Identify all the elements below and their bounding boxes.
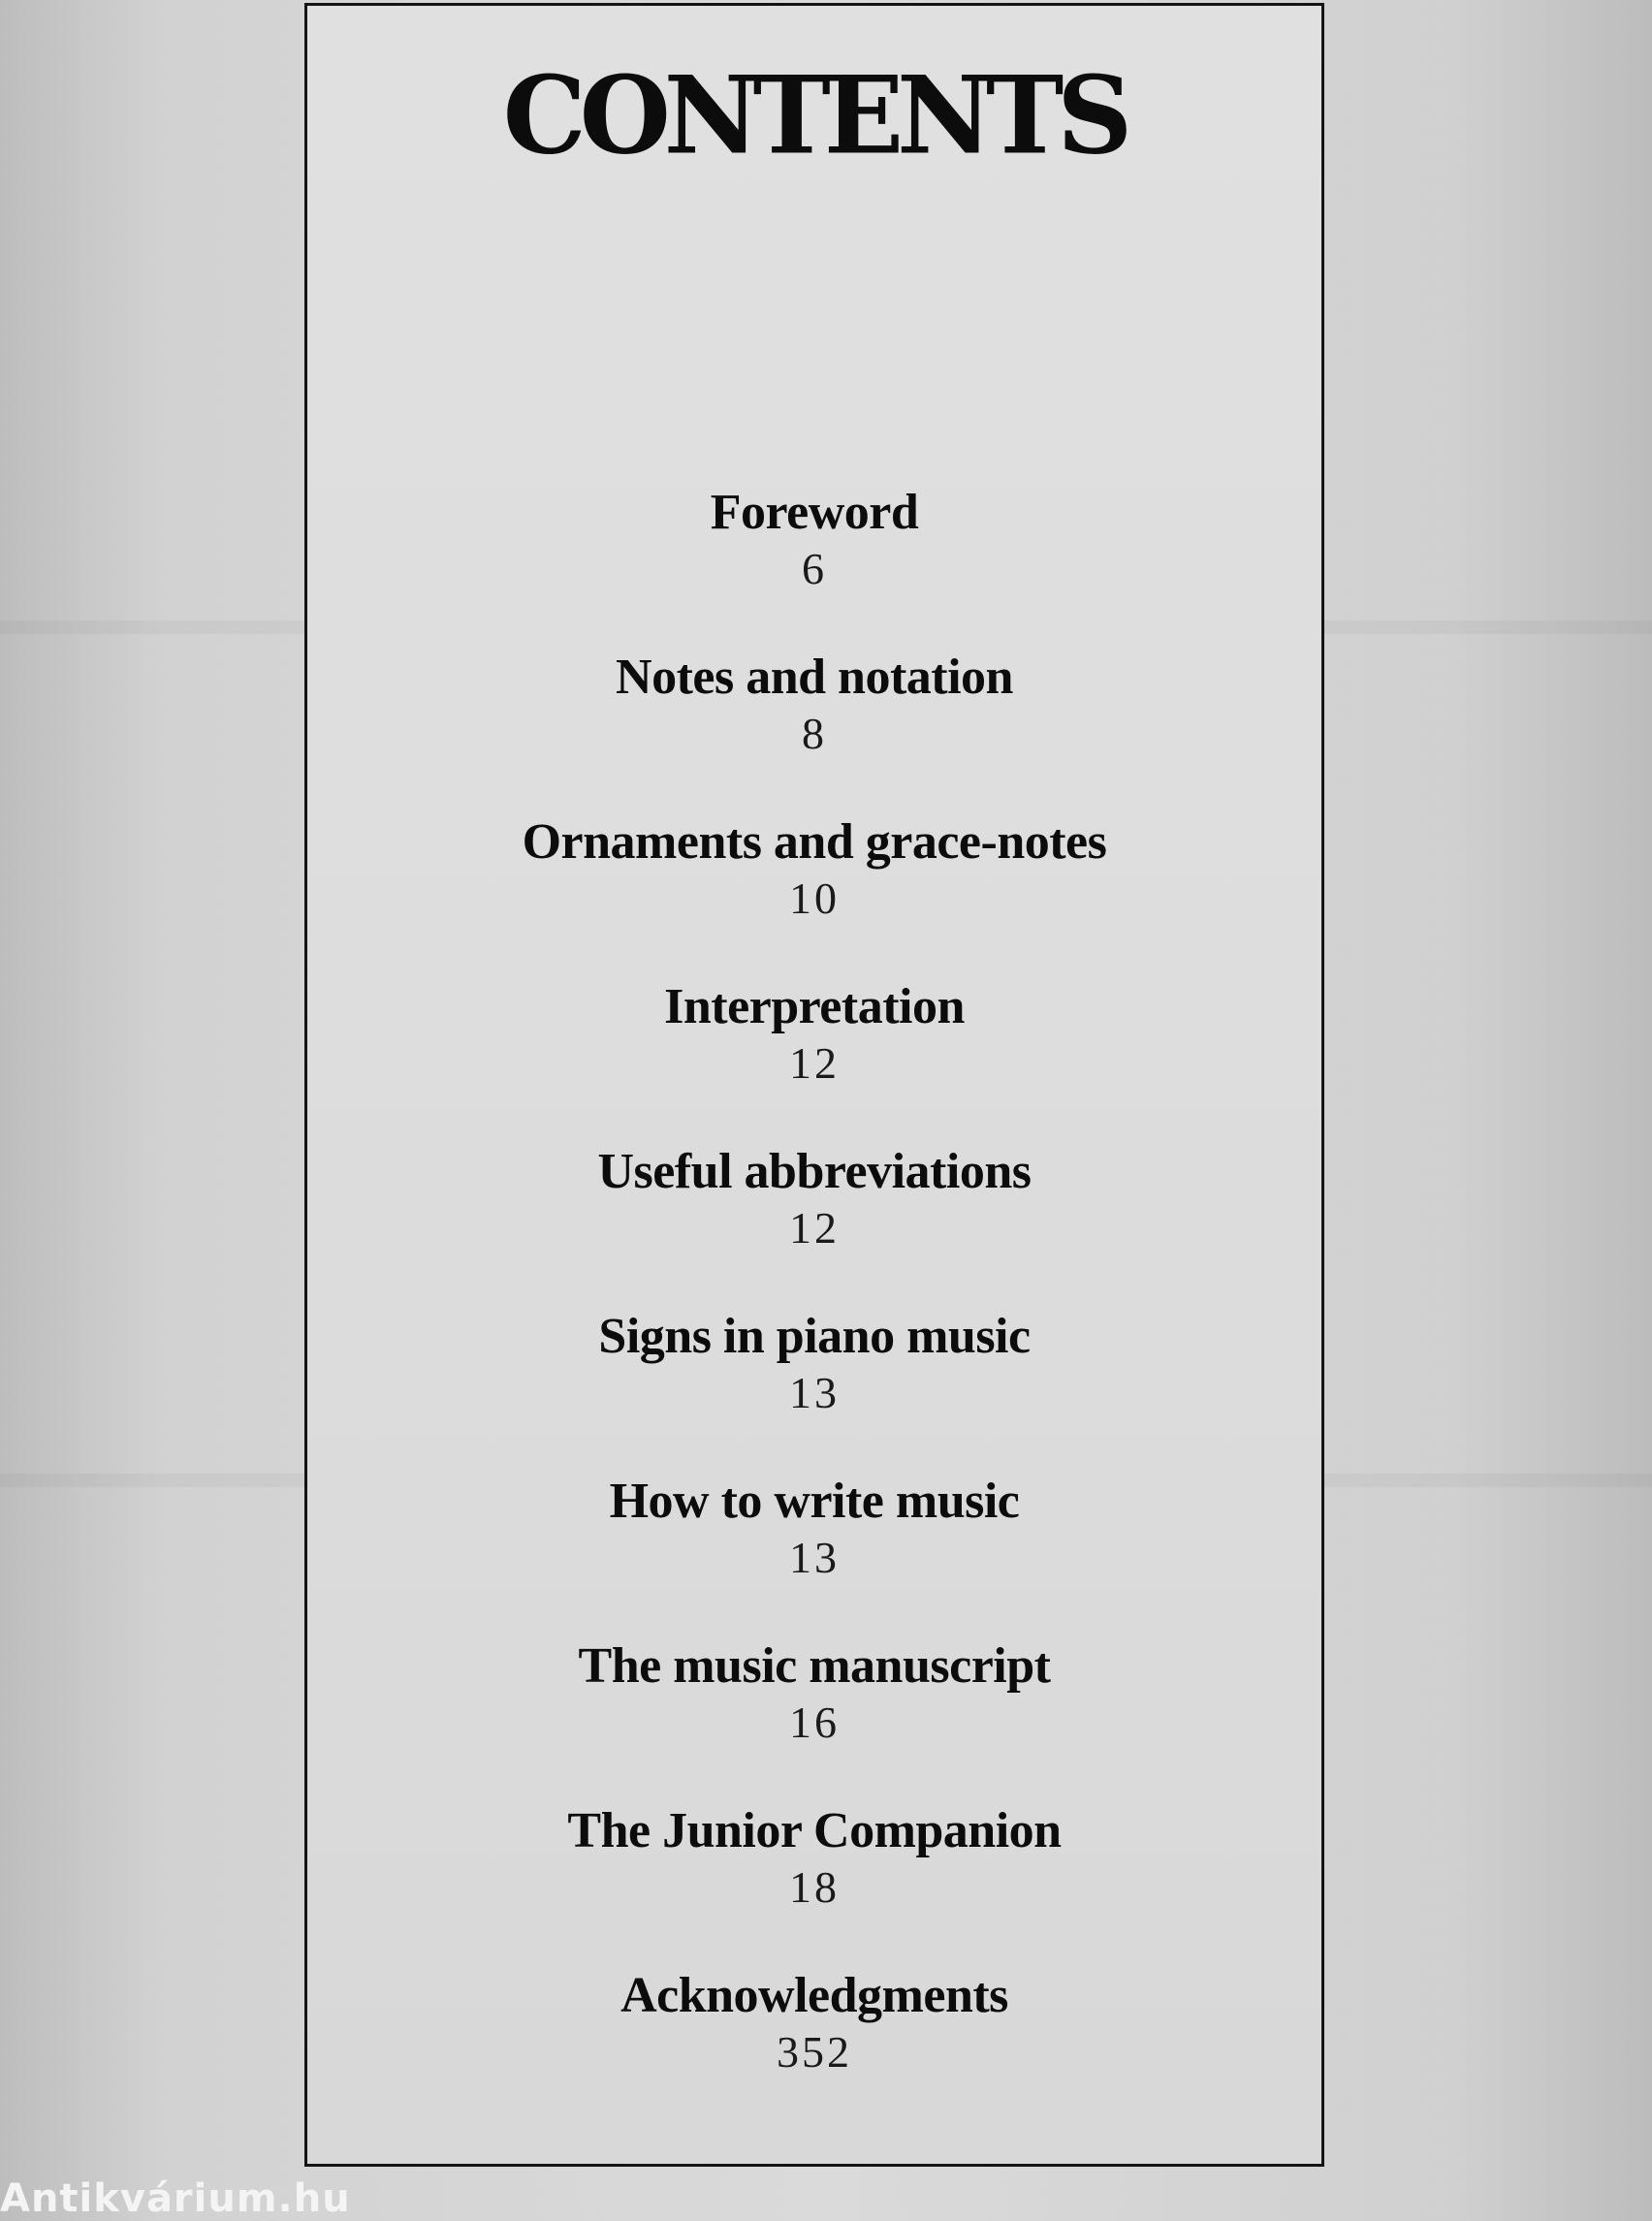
toc-entry-acknowledgments <box>307 1966 1321 2131</box>
toc-entry-page-number: 12 <box>789 1038 840 1088</box>
toc-entry-interpretation <box>307 977 1321 1142</box>
toc-entry-page-number: 352 <box>777 2027 852 2077</box>
toc-entry-the-junior-companion <box>307 1801 1321 1966</box>
toc-entry-title: Ornaments and grace-notes <box>522 814 1107 870</box>
toc-entry-title: How to write music <box>609 1474 1020 1529</box>
toc-entry-page-number: 8 <box>802 709 827 758</box>
toc-entry-title: Useful abbreviations <box>597 1144 1032 1199</box>
toc-entry-title: The music manuscript <box>578 1638 1051 1694</box>
toc-entry-title: Interpretation <box>664 979 965 1034</box>
toc-entry-signs-in-piano-music <box>307 1307 1321 1472</box>
toc-entry-useful-abbreviations <box>307 1142 1321 1307</box>
toc-entry-page-number: 16 <box>789 1697 840 1747</box>
toc-entry-ornaments-and-grace-notes <box>307 812 1321 977</box>
watermark-text: Antikvárium.hu <box>0 2176 351 2221</box>
contents-page-frame <box>304 3 1324 2167</box>
toc-entry-foreword <box>307 483 1321 648</box>
toc-entry-title: Signs in piano music <box>598 1309 1031 1364</box>
toc-entry-page-number: 12 <box>789 1203 840 1253</box>
toc-entry-title: Acknowledgments <box>620 1968 1008 2023</box>
toc-entry-page-number: 13 <box>789 1533 840 1582</box>
toc-entry-title: The Junior Companion <box>567 1803 1062 1858</box>
toc-entry-notes-and-notation <box>307 648 1321 812</box>
toc-entry-page-number: 13 <box>789 1368 840 1417</box>
toc-entry-the-music-manuscript <box>307 1636 1321 1801</box>
toc-entry-how-to-write-music <box>307 1472 1321 1636</box>
toc-entry-page-number: 10 <box>789 873 840 923</box>
toc-entry-title: Notes and notation <box>616 650 1013 705</box>
contents-heading: CONTENTS <box>502 53 1127 179</box>
toc-entry-page-number: 6 <box>802 544 827 593</box>
table-of-contents <box>307 483 1321 2131</box>
toc-entry-page-number: 18 <box>789 1862 840 1912</box>
toc-entry-title: Foreword <box>710 485 919 540</box>
